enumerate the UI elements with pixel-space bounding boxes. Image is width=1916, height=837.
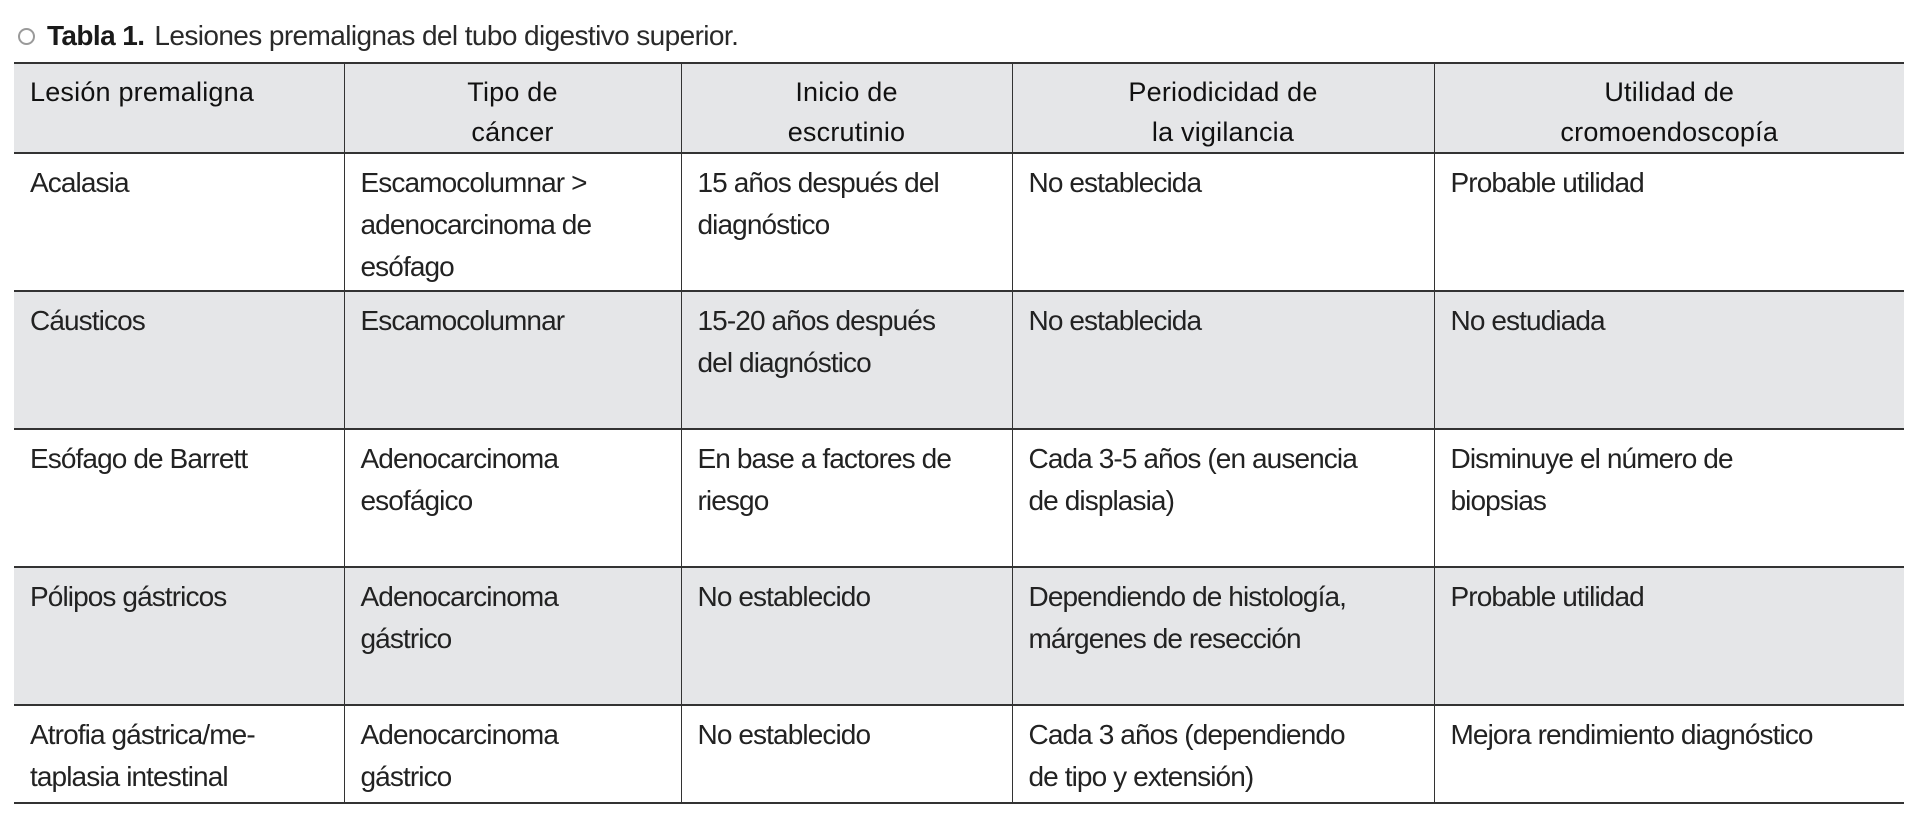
circle-bullet-icon <box>18 28 35 45</box>
cell-chromoendoscopy: Mejora rendimiento diagnóstico <box>1434 705 1904 803</box>
header-cancer-type: Tipo de cáncer <box>344 63 681 153</box>
cell-lesion: Atrofia gástrica/me- taplasia intestinal <box>14 705 344 803</box>
table-row <box>14 567 1904 705</box>
premalignant-lesions-table <box>14 62 1904 804</box>
header-screening-start: Inicio de escrutinio <box>681 63 1012 153</box>
cell-chromoendoscopy: No estudiada <box>1434 291 1904 429</box>
cell-surveillance: Cada 3 años (dependiendo de tipo y extensión) <box>1012 705 1434 803</box>
cell-chromoendoscopy: Probable utilidad <box>1434 567 1904 705</box>
table-row <box>14 705 1904 803</box>
header-chromoendoscopy-utility: Utilidad de cromoendoscopía <box>1434 63 1904 153</box>
header-row <box>14 63 1904 153</box>
cell-lesion: Acalasia <box>14 153 344 291</box>
cell-lesion: Cáusticos <box>14 291 344 429</box>
table-row <box>14 291 1904 429</box>
cell-cancer: Adenocarcinoma gástrico <box>344 567 681 705</box>
cell-chromoendoscopy: Disminuye el número de biopsias <box>1434 429 1904 567</box>
cell-surveillance: No establecida <box>1012 153 1434 291</box>
cell-surveillance: Cada 3-5 años (en ausencia de displasia) <box>1012 429 1434 567</box>
cell-screening-start: 15-20 años después del diagnóstico <box>681 291 1012 429</box>
cell-chromoendoscopy: Probable utilidad <box>1434 153 1904 291</box>
caption-label: Tabla 1. <box>47 20 145 51</box>
cell-cancer: Adenocarcinoma esofágico <box>344 429 681 567</box>
header-lesion: Lesión premaligna <box>14 63 344 153</box>
cell-surveillance: No establecida <box>1012 291 1434 429</box>
cell-cancer: Escamocolumnar > adenocarcinoma de esófago <box>344 153 681 291</box>
cell-lesion: Esófago de Barrett <box>14 429 344 567</box>
cell-screening-start: No establecido <box>681 705 1012 803</box>
cell-lesion: Pólipos gástricos <box>14 567 344 705</box>
cell-cancer: Adenocarcinoma gástrico <box>344 705 681 803</box>
caption-text: Lesiones premalignas del tubo digestivo superior. <box>154 20 739 51</box>
cell-screening-start: No establecido <box>681 567 1012 705</box>
header-surveillance-frequency: Periodicidad de la vigilancia <box>1012 63 1434 153</box>
cell-screening-start: 15 años después del diagnóstico <box>681 153 1012 291</box>
table-row <box>14 429 1904 567</box>
cell-screening-start: En base a factores de riesgo <box>681 429 1012 567</box>
cell-surveillance: Dependiendo de histología, márgenes de resección <box>1012 567 1434 705</box>
table-row <box>14 153 1904 291</box>
table-caption <box>18 18 738 54</box>
cell-cancer: Escamocolumnar <box>344 291 681 429</box>
